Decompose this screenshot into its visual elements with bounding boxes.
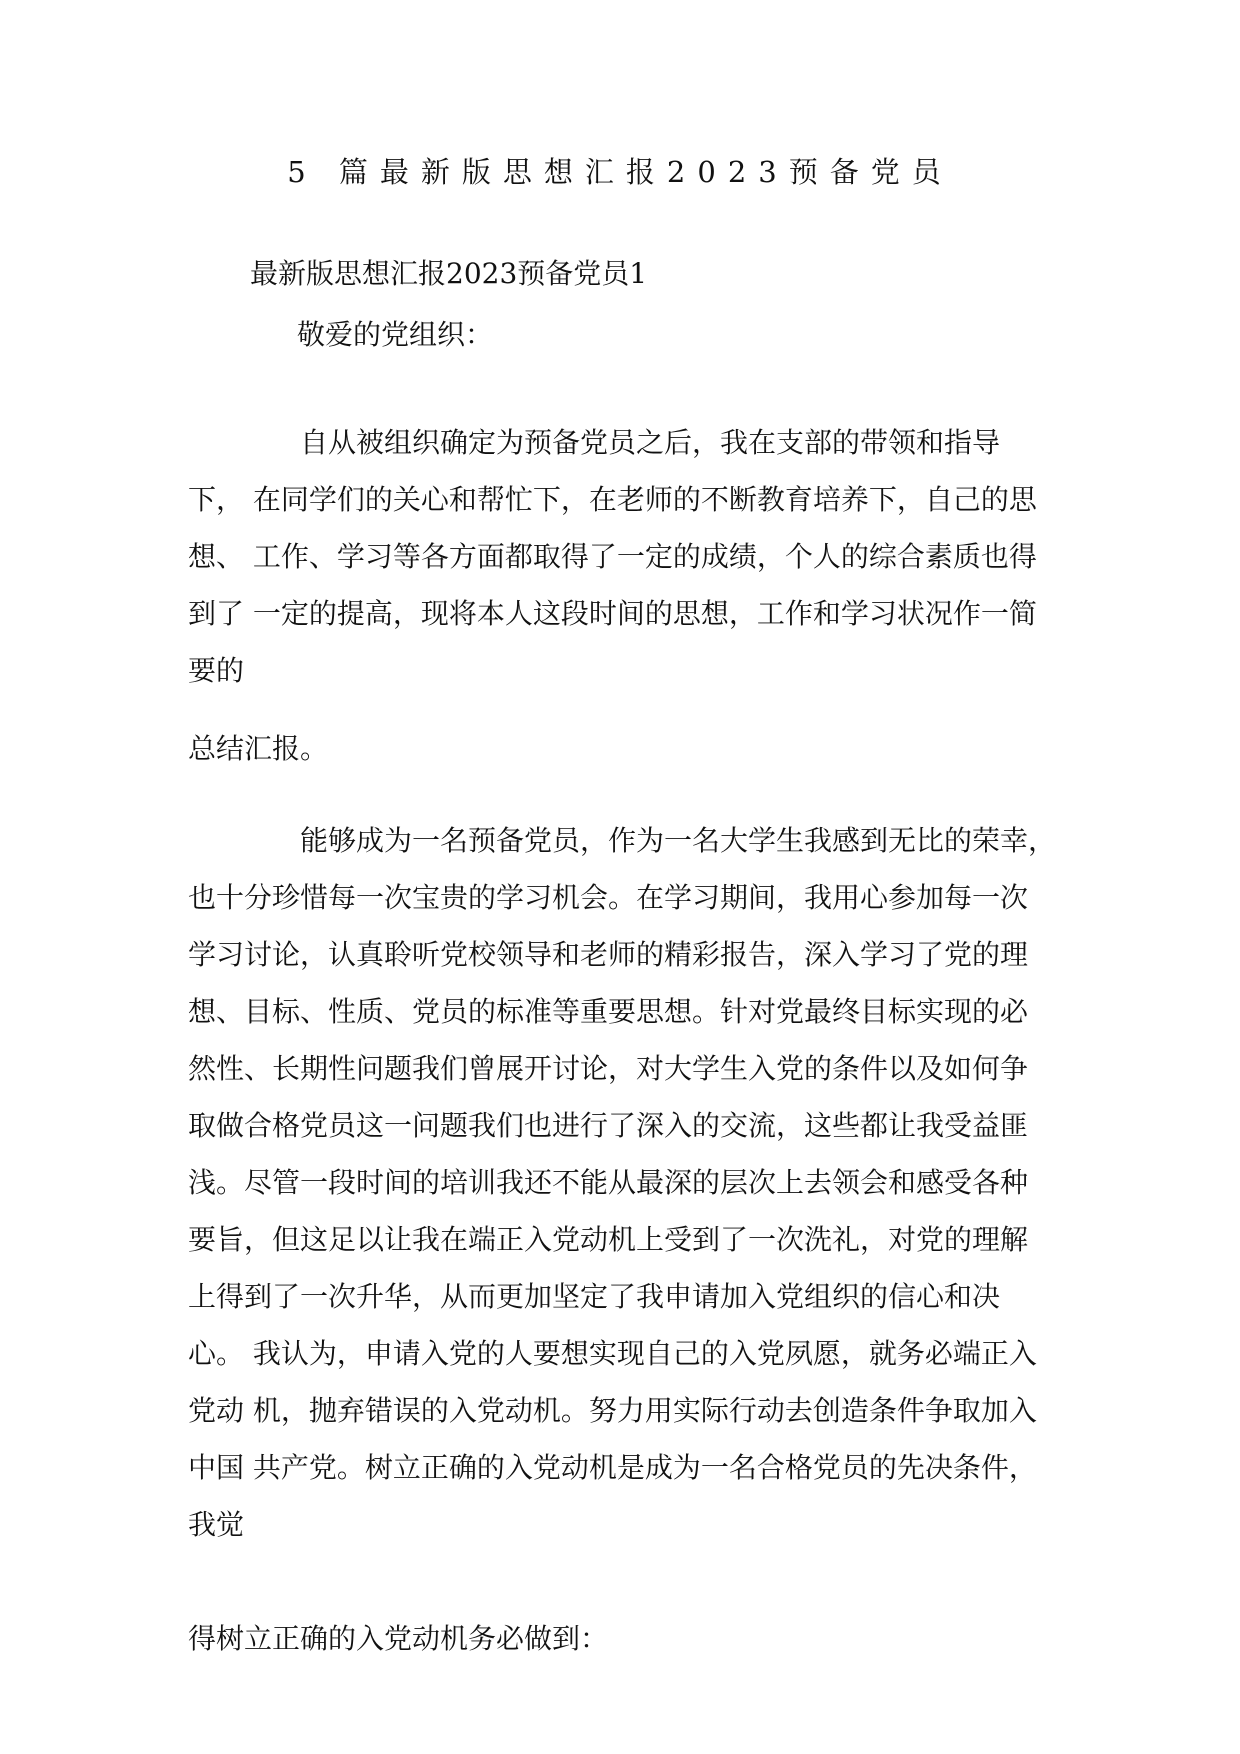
paragraph-line: 想、目标、性质、党员的标准等重要思想。针对党最终目标实现的必 (188, 995, 1029, 1028)
paragraph-1-continuation (188, 720, 1078, 777)
paragraph-line: 我觉 (188, 1508, 245, 1541)
paragraph-line: 取做合格党员这一问题我们也进行了深入的交流，这些都让我受益匪 (188, 1109, 1029, 1142)
paragraph-line: 心。 我认为，申请入党的人要想实现自己的入党夙愿，就务必端正入 (188, 1337, 1037, 1370)
salutation: 敬爱的党组织： (297, 318, 494, 351)
paragraph-2 (188, 812, 1078, 1553)
paragraph-line: 要旨，但这足以让我在端正入党动机上受到了一次洗礼，对党的理解 (188, 1223, 1029, 1256)
paragraph-2-continuation (188, 1610, 1078, 1667)
paragraph-line: 想、 工作、学习等各方面都取得了一定的成绩，个人的综合素质也得 (188, 540, 1037, 573)
section-heading: 最新版思想汇报2023预备党员1 (250, 257, 648, 290)
paragraph-line: 总结汇报。 (188, 732, 329, 765)
paragraph-line: 浅。尽管一段时间的培训我还不能从最深的层次上去领会和感受各种 (188, 1166, 1029, 1199)
document-title: 5 篇最新版思想汇报2023预备党员 (287, 155, 953, 189)
paragraph-line: 自从被组织确定为预备党员之后，我在支部的带领和指导 (300, 426, 1001, 459)
paragraph-line: 也十分珍惜每一次宝贵的学习机会。在学习期间，我用心参加每一次 (188, 881, 1029, 914)
paragraph-line: 得树立正确的入党动机务必做到： (188, 1622, 609, 1655)
paragraph-line: 中国 共产党。树立正确的入党动机是成为一名合格党员的先决条件， (188, 1451, 1037, 1484)
paragraph-line: 下， 在同学们的关心和帮忙下，在老师的不断教育培养下，自己的思 (188, 483, 1037, 516)
paragraph-line: 到了 一定的提高，现将本人这段时间的思想，工作和学习状况作一简 (188, 597, 1037, 630)
paragraph-line: 能够成为一名预备党员，作为一名大学生我感到无比的荣幸， (300, 824, 1057, 857)
paragraph-line: 要的 (188, 654, 245, 687)
paragraph-line: 然性、长期性问题我们曾展开讨论，对大学生入党的条件以及如何争 (188, 1052, 1029, 1085)
paragraph-line: 党动 机，抛弃错误的入党动机。努力用实际行动去创造条件争取加入 (188, 1394, 1037, 1427)
paragraph-1 (188, 414, 1078, 699)
paragraph-line: 学习讨论，认真聆听党校领导和老师的精彩报告，深入学习了党的理 (188, 938, 1029, 971)
paragraph-line: 上得到了一次升华，从而更加坚定了我申请加入党组织的信心和决 (188, 1280, 1001, 1313)
